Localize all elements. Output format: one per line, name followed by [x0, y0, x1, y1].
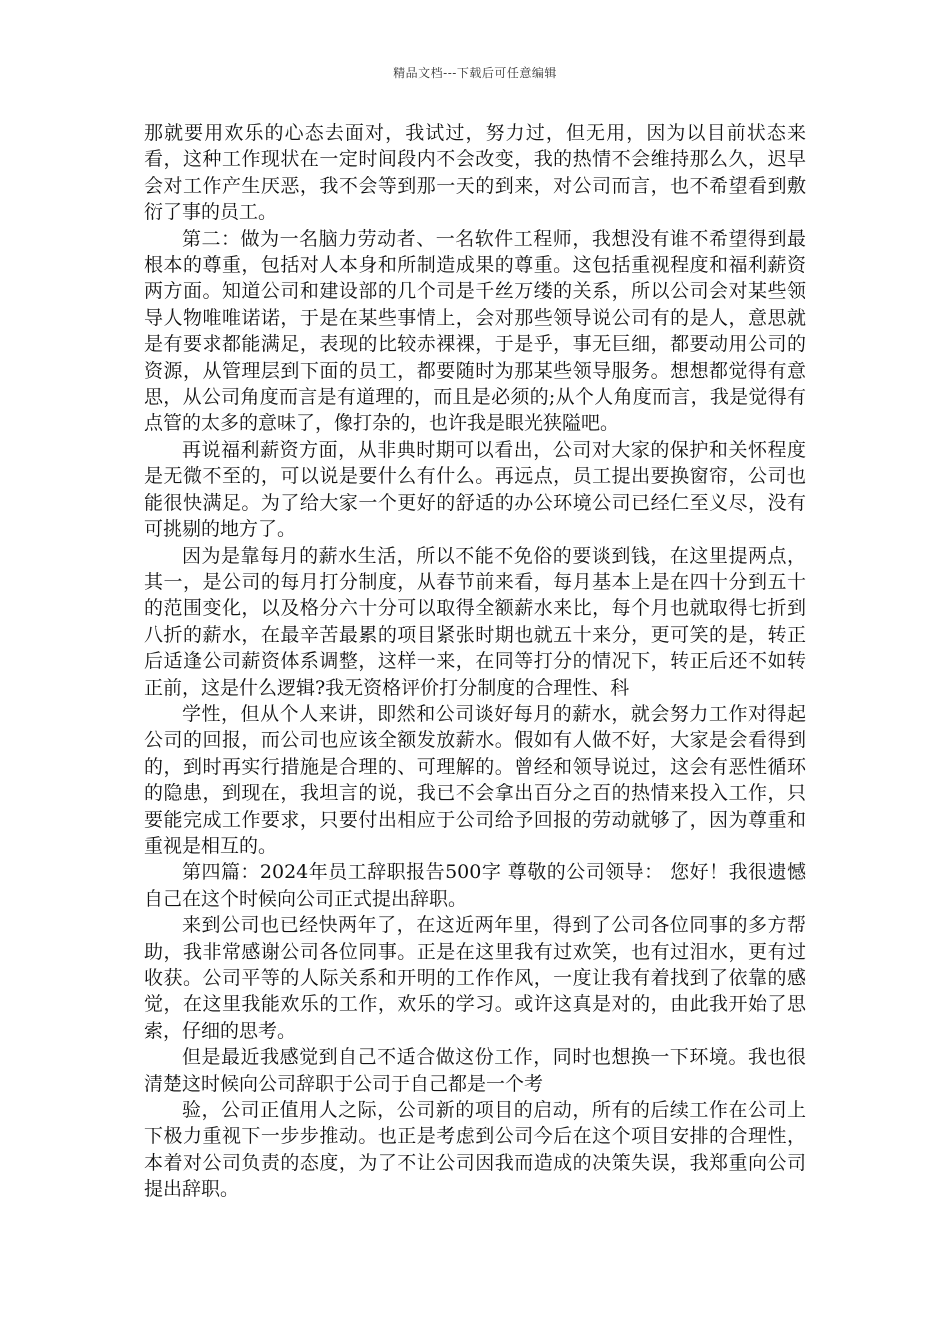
paragraph-7: 来到公司也已经快两年了，在这近两年里，得到了公司各位同事的多方帮助，我非常感谢公司各位同事。正是在这里我有过欢笑，也有过泪水，更有过收获。公司平等的人际关系和开明的工作作风，一度让我有着找到了依靠的感觉，在这里我能欢乐的工作，欢乐的学习。或许这真是对的，由此我开始了思索，仔细的思考。 — [144, 914, 806, 1042]
document-body — [144, 120, 806, 1203]
paragraph-3: 再说福利薪资方面，从非典时期可以看出，公司对大家的保护和关怀程度是无微不至的，可以说是要什么有什么。再远点，员工提出要换窗帘，公司也能很快满足。为了给大家一个更好的舒适的办公环境公司已经仁至义尽，没有可挑剔的地方了。 — [144, 438, 806, 541]
paragraph-6: 第四篇：2024年员工辞职报告500字 尊敬的公司领导： 您好！我很遗憾自己在这个时候向公司正式提出辞职。 — [144, 861, 806, 910]
paragraph-8: 但是最近我感觉到自己不适合做这份工作，同时也想换一下环境。我也很清楚这时候向公司辞职于公司于自己都是一个考 — [144, 1046, 806, 1095]
paragraph-1: 那就要用欢乐的心态去面对，我试过，努力过，但无用，因为以目前状态来看，这种工作现状在一定时间段内不会改变，我的热情不会维持那么久，迟早会对工作产生厌恶，我不会等到那一天的到来，对公司而言，也不希望看到敷衍了事的员工。 — [144, 122, 806, 224]
paragraph-2: 第二：做为一名脑力劳动者、一名软件工程师，我想没有谁不希望得到最根本的尊重，包括对人本身和所制造成果的尊重。这包括重视程度和福利薪资两方面。知道公司和建设部的几个司是千丝万缕的关系，所以公司会对某些领导人物唯唯诺诺，于是在某些事情上，会对那些领导说公司有的是人，意思就是有要求都能满足，表现的比较赤裸裸，于是乎，事无巨细，都要动用公司的资源，从管理层到下面的员工，都要随时为那某些领导服务。想想都觉得有意思，从公司角度而言是有道理的，而且是必须的;从个人角度而言，我是觉得有点管的太多的意味了，像打杂的，也许我是眼光狭隘吧。 — [144, 227, 806, 435]
paragraph-9: 验，公司正值用人之际，公司新的项目的启动，所有的后续工作在公司上下极力重视下一步步推动。也正是考虑到公司今后在这个项目安排的合理性，本着对公司负责的态度，为了不让公司因我而造成的决策失误，我郑重向公司提出辞职。 — [144, 1099, 806, 1201]
page-header: 精品文档---下载后可任意编辑 — [393, 66, 557, 80]
paragraph-5: 学性，但从个人来讲，即然和公司谈好每月的薪水，就会努力工作对得起公司的回报，而公司也应该全额发放薪水。假如有人做不好，大家是会看得到的，到时再实行措施是合理的、可理解的。曾经和领导说过，这会有恶性循环的隐患，到现在，我坦言的说，我已不会拿出百分之百的热情来投入工作，只要能完成工作要求，只要付出相应于公司给予回报的劳动就够了，因为尊重和重视是相互的。 — [144, 702, 806, 857]
paragraph-4: 因为是靠每月的薪水生活，所以不能不免俗的要谈到钱，在这里提两点，其一，是公司的每月打分制度，从春节前来看，每月基本上是在四十分到五十的范围变化，以及格分六十分可以取得全额薪水来比，每个月也就取得七折到八折的薪水，在最辛苦最累的项目紧张时期也就五十来分，更可笑的是，转正后适逢公司薪资体系调整，这样一来，在同等打分的情况下，转正后还不如转正前，这是什么逻辑?我无资格评价打分制度的合理性、科 — [144, 544, 806, 699]
